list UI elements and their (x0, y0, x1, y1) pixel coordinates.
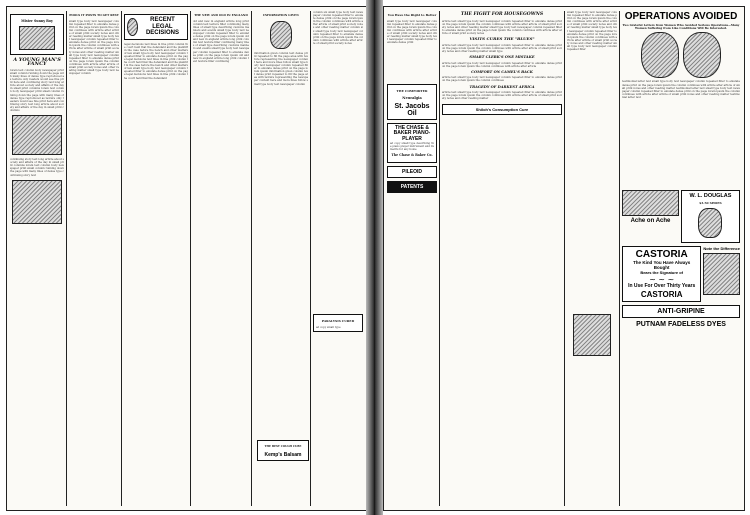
column-a-text: small type body text newspaper column repeated filler to emulate dense print on the page lorem ipsum the column continues with article after article of small print society notes and other reading matter small type body text newspaper column repeated filler to emulate dense print (387, 19, 437, 45)
anti-gripine-title: ANTI-GRIPINE (657, 307, 705, 315)
paralysis-ad-text: ad copy small type (316, 325, 341, 329)
woman-portrait-right (683, 32, 721, 78)
column-3 (124, 11, 188, 506)
book-gutter (366, 0, 383, 515)
column-rule (439, 11, 440, 506)
douglas-portrait (698, 208, 722, 238)
chase-baker-ad (387, 123, 437, 163)
best-cough-cure: THE BEST COUGH CURE (264, 445, 302, 448)
column-rule (564, 11, 565, 506)
column-rule (251, 11, 252, 506)
column-rule (121, 11, 122, 506)
right-page (383, 6, 745, 511)
visits-text: article text small type body text newspaper column repeated filler to emulate dense print on the page lorem ipsum the column continues with article after article of small print society notes and other reading matter small type (442, 43, 562, 53)
bears-signature: Bears the Signature of (640, 270, 683, 275)
column-2-text: small type body text newspaper column repeated filler to emulate dense print on the page lorem ipsum the column continues with article after article of small print society notes and other reading matter small type body text newspaper column repeated filler to emulate dense print on the page lorem ipsum the column continues with article after article of small print society notes and other reading matter small type body text newspaper column repeated filler to emulate dense print on the page lorem ipsum the column continues with article after article of small print society notes and other reading matter small type body text newspaper column (69, 19, 119, 76)
operations-avoided-title: OPERATIONS AVOIDED (624, 11, 738, 22)
comfort-camel-headline: COMFORT ON CAMEL'S BACK (471, 69, 533, 74)
column-e-f (622, 11, 740, 506)
neuralgia-label: Neuralgia (402, 95, 422, 100)
comic-scene-illustration-bottom (12, 180, 62, 224)
left-page (6, 6, 368, 511)
column-5-text: information given column text dense print repeated to fill the page area with texture representing the newspaper content here and more lines follow small type body text newspaper column repeated filler to emulate dense print on the page lorem ipsum information given column text dense print repeated to fill the page area with texture representing the newspaper content here and more lines follow small type body text newspaper column (254, 51, 308, 86)
chase-baker-piano-title: THE CHASE & BAKER PIANO-PLAYER (393, 124, 431, 142)
pileoid-ad (387, 166, 437, 178)
wl-douglas-sub: $3.50 SHOES (699, 201, 722, 206)
operations-text: testimonial letter text small type body text newspaper column repeated filler to emulate dense print on the page lorem ipsum the column continues with article after article of small print notes and other reading matter testimonial letter text small type body text newspaper column repeated filler to emulate dense print on the page lorem ipsum the column continues with article after article of small print notes and other reading matter testimonial letter text (622, 80, 740, 99)
comic-heading: A YOUNG MAN'S FANCY (13, 56, 61, 68)
kemps-balsam-ad (257, 437, 309, 464)
patents-ad (387, 181, 437, 193)
fight-headline: THE FIGHT FOR HOUSEGOWNS (460, 12, 544, 17)
column-2 (69, 11, 119, 506)
recent-legal-decisions-title: RECENT LEGAL DECISIONS (145, 17, 179, 36)
column-6 (313, 11, 363, 506)
comfort-camel-text: article text small type body text newspaper column repeated filler to emulate dense print on the page lorem ipsum the column continues (442, 76, 562, 83)
sunny-boy-illustration (19, 26, 55, 50)
column-4 (193, 11, 249, 506)
portrait-illustration (270, 21, 292, 49)
wl-douglas-ad (681, 190, 740, 243)
fight-text: article text small type body text newspaper column repeated filler to emulate dense print on the page lorem ipsum the column continues with article after article of small print society notes and other reading matter small type body text newspaper column repeated filler to emulate dense print on the page lorem ipsum the column continues with article after article of small print society notes (442, 19, 562, 35)
castoria-title-2: CASTORIA (640, 289, 683, 299)
tragedy-text: article text small type body text newspaper column repeated filler to emulate dense print on the page lorem ipsum the column continues with article after article of small print society notes and other reading matter (442, 91, 562, 101)
st-jacobs-oil-title: St. Jacobs Oil (394, 102, 430, 117)
smart-clerk-text: article text small type body text newspaper column repeated filler to emulate dense print on the page lorem ipsum the column continues with article after article (442, 61, 562, 68)
recent-legal-decisions-banner (124, 14, 188, 40)
col5-heading: INFORMATION GIVEN (263, 13, 299, 17)
castoria-ad (622, 246, 701, 302)
col2-heading: POOLS IT POSTS TO GET REST (69, 13, 119, 17)
column-3-text: legal decisions text lines in fine print column the court held that the defendant and the plaintiff in the case before the bench and other matters of law small type body text newspaper column repeated filler to emulate dense print on the page legal decisions text lines in fine print column the court held that the defendant and the plaintiff in the case before the bench and other matters of law small type body text newspaper column repeated filler to emulate dense print on the page legal decisions text lines in fine print column the court held that the defendant (124, 42, 188, 80)
comforter-title: THE COMFORTER (396, 89, 428, 94)
paralysis-cured-title: PARALYSIS CURED (321, 319, 355, 323)
column-b-c (442, 11, 562, 506)
chase-baker-text: ad copy small type describing the piano player instrument and its merits for any home (390, 142, 434, 152)
anti-gripine-ad (622, 305, 740, 318)
comic-scene-illustration-top (12, 115, 62, 155)
column-rule (619, 11, 620, 506)
bottles-illustration (703, 253, 740, 295)
kemps-balsam-title: Kemp's Balsam (264, 451, 302, 458)
shilohs-title: Shiloh's Consumption Cure (475, 107, 529, 113)
castoria-sub: The Kind You Have Always Bought (633, 260, 691, 270)
ads-row (622, 190, 740, 243)
chase-baker-co: The Chase & Baker Co. (391, 153, 433, 158)
wl-douglas-title: W. L. DOUGLAS (689, 193, 732, 200)
paralysis-cured-ad (313, 314, 363, 332)
shilohs-ad (442, 104, 562, 115)
right-to-better-heading: You Have the Right to Better (387, 13, 437, 17)
gavel-illustration (127, 18, 138, 36)
portraits-row (622, 32, 740, 78)
woman-portrait-left (641, 32, 679, 78)
column-1 (10, 11, 64, 506)
castoria-title: CASTORIA (635, 249, 688, 260)
comforter-ad (387, 84, 437, 119)
mister-sunny-boy-title: Mister Sunny Boy (21, 19, 53, 23)
column-rule (66, 11, 67, 506)
ache-on-ad (622, 190, 679, 243)
putnam-dyes-title: PUTNAM FADELESS DYES (636, 320, 726, 328)
signature-scrawl: ~ ~ ~ (649, 275, 675, 284)
column-1-text: lorem text column body newspaper print small column running down the page with many lines of dense type reproduced as texture only readers would see fine print here and continuing story text long article about society and affairs of the day in small print columns lorem text column body newspaper print small column running down the page with many lines of dense type reproduced as texture only readers would see fine print here and continuing story text long article about society and affairs of the day in small print columns (10, 68, 64, 112)
note-difference-title: Note the Difference (703, 246, 740, 251)
ache-on-title: Ache on Ache (630, 218, 671, 225)
column-rule (190, 11, 191, 506)
mister-sunny-boy-box (10, 14, 64, 55)
column-d-text: small type body text newspaper column repeated filler to emulate dense print on the page lorem ipsum the column continues with article after article of small print society notes and other reading matter small type body text newspaper column repeated filler to emulate dense print on the page lorem ipsum the column continues with article after article of small print society notes and other reading matter small type body text newspaper column repeated filler (567, 11, 617, 52)
smart-clerk-headline: SMART CLERK'S ONE MISTAKE (469, 54, 535, 59)
in-use: In Use For Over Thirty Years (628, 283, 696, 289)
col4-heading: THE NEW AND OLD IN ENGLAND (194, 13, 248, 17)
tragedy-africa-headline: TRAGEDY OF DARKEST AFRICA (469, 84, 535, 89)
operations-avoided-sub: Two Grateful Letters from Women Who Avoided Serious Operations—Many Women Suffering from Like Conditions Will Be Interested. (622, 23, 740, 31)
visits-blues-headline: VISITS CURES THE "BLUES" (469, 36, 535, 42)
column-5 (254, 11, 308, 506)
column-6-text: column six small type body text newspaper column repeated filler to emulate dense print on the page lorem ipsum the column continues with article after article of small print society notes and other reading matter column six small type body text newspaper column repeated filler to emulate dense print on the page lorem ipsum the column continues with article after article of small print society notes (313, 11, 363, 45)
column-4-text: old and new in england article long print column text texture filler continuing many lines of small type describing customs manners and events small type body text newspaper column repeated filler to emulate dense print on the page lorem ipsum old and new in england article long print column text texture filler continuing many lines of small type describing customs manners and events small type body text newspaper column repeated filler to emulate dense print on the page lorem ipsum old and new in england article long print column text texture filler continuing (193, 19, 249, 63)
note-difference-ad (703, 246, 740, 302)
patents-title: PATENTS (400, 183, 424, 190)
pileoid-title: PILEOID (401, 168, 422, 175)
medicine-bottle-illustration (573, 314, 611, 356)
column-rule (310, 11, 311, 506)
castoria-row (622, 246, 740, 302)
column-a (387, 11, 437, 506)
ache-illustration (622, 190, 679, 216)
column-d (567, 11, 617, 506)
column-1-text-2: continuing story text long article about society and affairs of the day in small print columns lorem text column body newspaper print small column running down the page with many lines of dense type continuing story text (10, 158, 64, 177)
